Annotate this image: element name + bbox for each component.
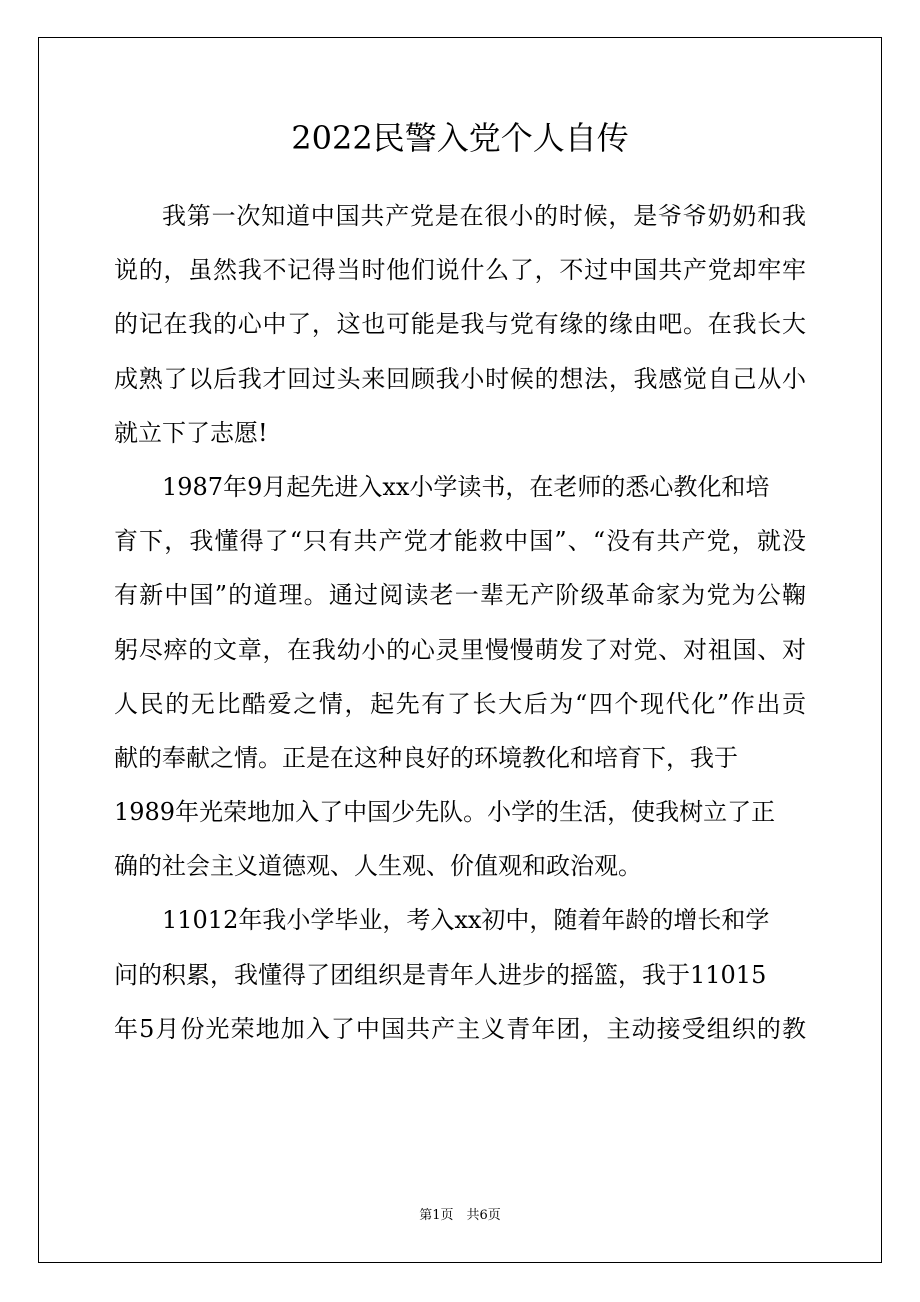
text-line: 确的社会主义道德观、人生观、价值观和政治观。	[114, 852, 642, 881]
text-line: 躬尽瘁的文章，在我幼小的心灵里慢慢萌发了对党、对祖国、对	[114, 635, 806, 664]
text-line: 问的积累，我懂得了团组织是青年人进步的摇篮，我于11015	[114, 960, 767, 989]
text-line: 成熟了以后我才回过头来回顾我小时候的想法，我感觉自己从小	[114, 364, 806, 393]
text-line: 育下，我懂得了“只有共产党才能救中国”、“没有共产党，就没	[114, 527, 806, 556]
document-title: 2022民警入党个人自传	[291, 119, 629, 157]
text-line: 我第一次知道中国共产党是在很小的时候，是爷爷奶奶和我	[162, 202, 806, 230]
text-line: 就立下了志愿!	[114, 418, 268, 447]
text-line: 的记在我的心中了，这也可能是我与党有缘的缘由吧。在我长大	[114, 310, 806, 339]
text-line: 1989年光荣地加入了中国少先队。小学的生活，使我树立了正	[114, 798, 776, 827]
text-line: 1987年9月起先进入xx小学读书，在老师的悉心教化和培	[162, 472, 770, 501]
document-body	[114, 189, 806, 1056]
text-line: 说的，虽然我不记得当时他们说什么了，不过中国共产党却牢牢	[114, 256, 806, 285]
text-line: 11012年我小学毕业，考入xx初中，随着年龄的增长和学	[162, 906, 770, 935]
page-footer: 第1页 共6页	[419, 1208, 501, 1223]
text-line: 有新中国”的道理。通过阅读老一辈无产阶级革命家为党为公鞠	[114, 581, 806, 610]
text-line: 人民的无比酷爱之情，起先有了长大后为“四个现代化”作出贡	[114, 689, 806, 718]
text-line: 献的奉献之情。正是在这种良好的环境教化和培育下，我于	[114, 743, 738, 772]
text-line: 年5月份光荣地加入了中国共产主义青年团，主动接受组织的教	[114, 1014, 806, 1043]
